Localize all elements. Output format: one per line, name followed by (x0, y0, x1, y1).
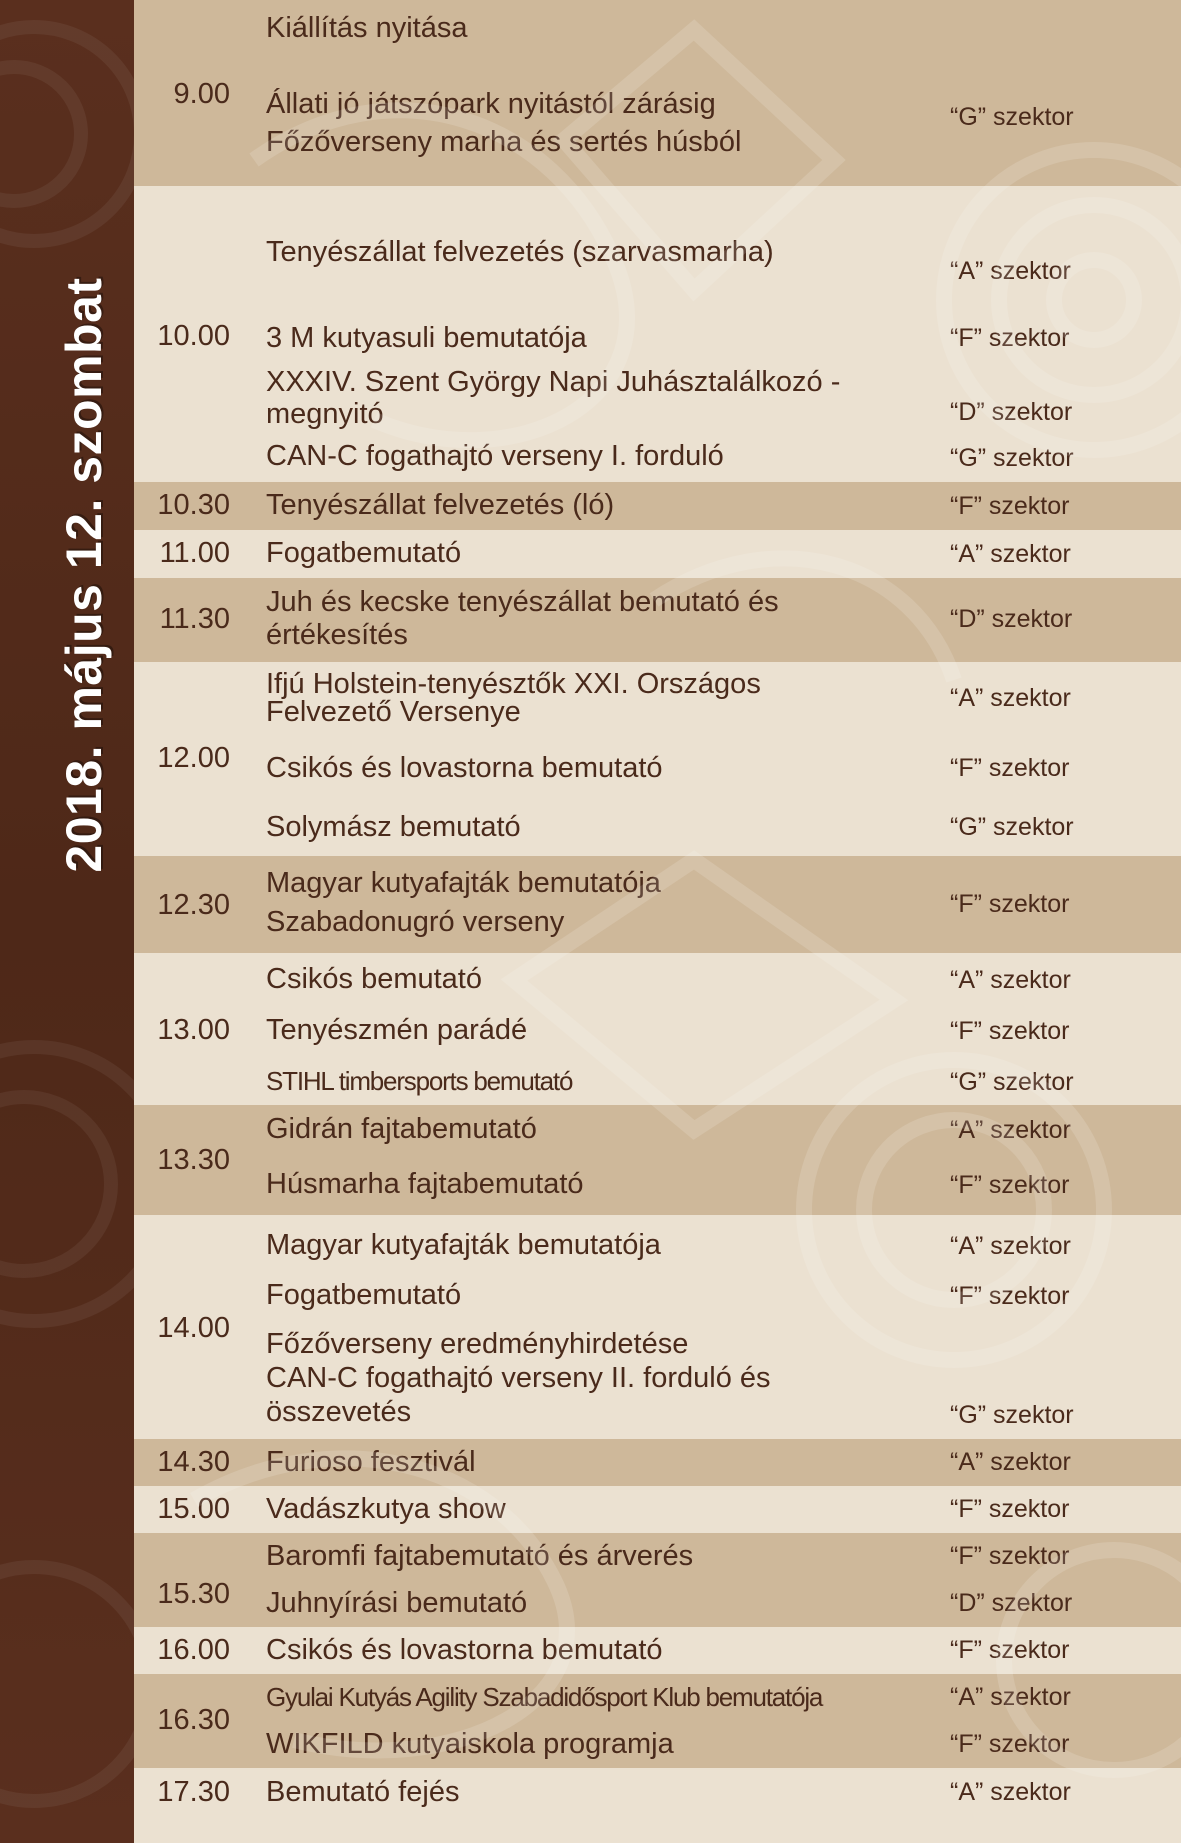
time-label: 11.30 (159, 603, 230, 635)
time-label: 15.00 (157, 1493, 230, 1525)
event-label: Főzőverseny marha és sertés húsból (266, 126, 742, 158)
date-title: 2018. május 12. szombat (56, 277, 112, 873)
schedule-row-1600 (134, 1627, 1181, 1674)
event-label: Fogatbemutató (266, 1279, 462, 1311)
event-label: Húsmarha fajtabemutató (266, 1168, 584, 1200)
time-label: 10.00 (157, 320, 230, 352)
sector-label: “D” szektor (950, 1589, 1073, 1617)
sector-label: “F” szektor (950, 754, 1070, 782)
time-label: 11.00 (159, 537, 230, 569)
event-label: Ifjú Holstein-tenyésztők XXI. Országos Felvezető Versenye (266, 668, 761, 728)
event-label: Kiállítás nyitása (266, 12, 468, 44)
time-label: 13.30 (157, 1144, 230, 1176)
sector-label: “A” szektor (950, 1448, 1071, 1476)
schedule-row-1330 (134, 1105, 1181, 1215)
event-label: XXXIV. Szent György Napi Juhásztalálkozó - megnyitó (266, 366, 841, 430)
sector-label: “G” szektor (950, 1068, 1074, 1096)
time-label: 16.30 (157, 1704, 230, 1736)
schedule-row-1000 (134, 186, 1181, 482)
event-label: Gidrán fajtabemutató (266, 1113, 537, 1145)
event-label: STIHL timbersports bemutató (266, 1066, 573, 1096)
event-label: Csikós bemutató (266, 963, 482, 995)
event-label: Állati jó játszópark nyitástól zárásig (266, 88, 716, 120)
event-label: Furioso fesztivál (266, 1446, 476, 1478)
sector-label: “F” szektor (950, 1017, 1070, 1045)
schedule-row-1400 (134, 1215, 1181, 1439)
schedule-row-1130 (134, 578, 1181, 662)
sector-label: “G” szektor (950, 444, 1074, 472)
schedule-row-0900 (134, 0, 1181, 186)
sector-label: “F” szektor (950, 1282, 1070, 1310)
sector-label: “G” szektor (950, 103, 1074, 131)
sector-label: “A” szektor (950, 966, 1071, 994)
event-label: Tenyészállat felvezetés (ló) (266, 489, 615, 521)
sector-label: “A” szektor (950, 684, 1071, 712)
event-label: Magyar kutyafajták bemutatója (266, 1229, 661, 1261)
date-sidebar (0, 0, 134, 1843)
schedule-row-1300 (134, 953, 1181, 1105)
sector-label: “A” szektor (950, 257, 1071, 285)
sector-label: “A” szektor (950, 1116, 1071, 1144)
sector-label: “F” szektor (950, 492, 1070, 520)
sector-label: “F” szektor (950, 324, 1070, 352)
sector-label: “F” szektor (950, 1171, 1070, 1199)
time-label: 16.00 (157, 1634, 230, 1666)
schedule-row-1430 (134, 1439, 1181, 1486)
event-label: Juhnyírási bemutató (266, 1587, 528, 1619)
event-label: Csikós és lovastorna bemutató (266, 1634, 663, 1666)
event-label: CAN-C fogathajtó verseny II. forduló és összevetés (266, 1362, 771, 1428)
event-label: Magyar kutyafajták bemutatója (266, 867, 661, 899)
event-label: Főzőverseny eredményhirdetése (266, 1328, 689, 1360)
time-label: 12.00 (157, 742, 230, 774)
event-label: Fogatbemutató (266, 537, 462, 569)
sector-label: “D” szektor (950, 605, 1073, 633)
schedule-row-1030 (134, 482, 1181, 530)
schedule-row-1730 (134, 1768, 1181, 1843)
sector-label: “F” szektor (950, 1730, 1070, 1758)
event-label: Solymász bemutató (266, 811, 521, 843)
event-label: Gyulai Kutyás Agility Szabadidősport Klub bemutatója (266, 1682, 823, 1712)
event-label: Csikós és lovastorna bemutató (266, 752, 663, 784)
event-label: WIKFILD kutyaiskola programja (266, 1728, 674, 1760)
schedule-row-1500 (134, 1486, 1181, 1533)
schedule-table (134, 0, 1181, 1843)
time-label: 14.00 (157, 1312, 230, 1344)
event-label: CAN-C fogathajtó verseny I. forduló (266, 440, 724, 472)
sector-label: “D” szektor (950, 398, 1073, 426)
time-label: 10.30 (157, 489, 230, 521)
event-label: Baromfi fajtabemutató és árverés (266, 1540, 694, 1572)
event-label: Bemutató fejés (266, 1776, 460, 1808)
sector-label: “A” szektor (950, 1683, 1071, 1711)
sector-label: “A” szektor (950, 540, 1071, 568)
sector-label: “A” szektor (950, 1232, 1071, 1260)
sector-label: “A” szektor (950, 1778, 1071, 1806)
time-label: 9.00 (173, 78, 230, 110)
event-label: Vadászkutya show (266, 1493, 506, 1525)
time-label: 13.00 (157, 1014, 230, 1046)
sector-label: “F” szektor (950, 1636, 1070, 1664)
event-label: 3 M kutyasuli bemutatója (266, 322, 587, 354)
schedule-row-1530 (134, 1533, 1181, 1627)
time-label: 17.30 (157, 1776, 230, 1808)
time-label: 14.30 (157, 1446, 230, 1478)
schedule-row-1200 (134, 662, 1181, 856)
sector-label: “G” szektor (950, 813, 1074, 841)
time-label: 12.30 (157, 889, 230, 921)
event-label: Tenyészmén parádé (266, 1014, 528, 1046)
event-label: Szabadonugró verseny (266, 906, 565, 938)
sector-label: “F” szektor (950, 1495, 1070, 1523)
schedule-row-1100 (134, 530, 1181, 578)
schedule-row-1230 (134, 856, 1181, 953)
event-label: Tenyészállat felvezetés (szarvasmarha) (266, 236, 774, 268)
sector-label: “F” szektor (950, 1542, 1070, 1570)
event-label: Juh és kecske tenyészállat bemutató és értékesítés (266, 586, 779, 651)
sector-label: “G” szektor (950, 1401, 1074, 1429)
time-label: 15.30 (157, 1578, 230, 1610)
schedule-row-1630 (134, 1674, 1181, 1768)
sector-label: “F” szektor (950, 890, 1070, 918)
